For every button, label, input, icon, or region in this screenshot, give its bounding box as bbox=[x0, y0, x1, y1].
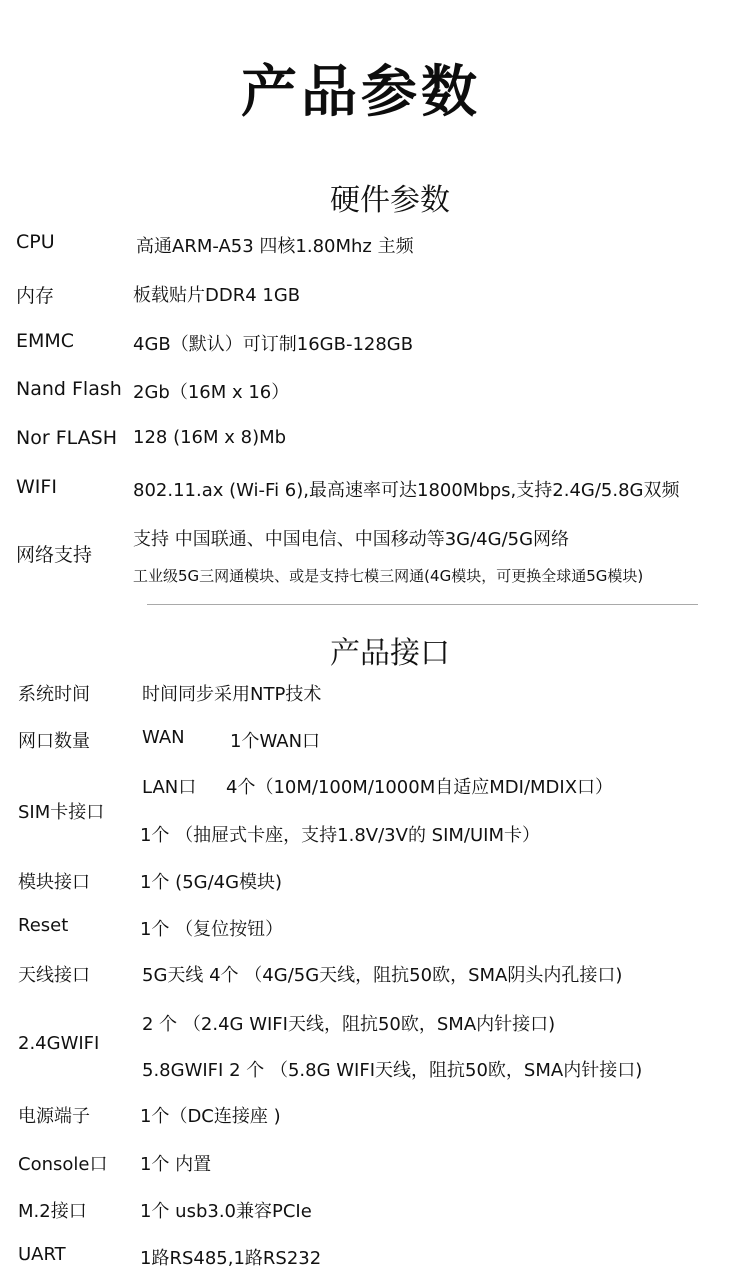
label-nand-flash: Nand Flash bbox=[16, 378, 122, 400]
label-console: Console口 bbox=[18, 1154, 108, 1175]
label-memory: 内存 bbox=[16, 285, 55, 307]
value-network-support: 支持 中国联通、中国电信、中国移动等3G/4G/5G网络 bbox=[133, 529, 570, 550]
value-wifi: 802.11.ax (Wi-Fi 6),最高速率可达1800Mbps,支持2.4G/5.8G双频 bbox=[133, 480, 680, 501]
value-cpu: 高通ARM-A53 四核1.80Mhz 主频 bbox=[136, 236, 414, 257]
value-lan: LAN口 bbox=[142, 777, 197, 798]
label-cpu: CPU bbox=[16, 231, 55, 253]
value-system-time: 时间同步采用NTP技术 bbox=[142, 684, 322, 705]
label-system-time: 系统时间 bbox=[18, 684, 90, 705]
value-emmc: 4GB（默认）可订制16GB-128GB bbox=[133, 334, 414, 355]
label-antenna-port: 天线接口 bbox=[18, 965, 90, 986]
label-sim-port: SIM卡接口 bbox=[18, 802, 105, 823]
label-m2-port: M.2接口 bbox=[18, 1201, 87, 1222]
label-uart: UART bbox=[18, 1244, 66, 1265]
value-lan-count: 4个（10M/100M/1000M自适应MDI/MDIX口） bbox=[226, 777, 614, 798]
label-emmc: EMMC bbox=[16, 330, 75, 352]
value-console: 1个 内置 bbox=[140, 1154, 212, 1175]
label-network-support: 网络支持 bbox=[16, 544, 93, 566]
page-title: 产品参数 bbox=[241, 60, 481, 125]
label-wifi: WIFI bbox=[16, 476, 57, 498]
hardware-section-title: 硬件参数 bbox=[330, 183, 450, 218]
label-reset: Reset bbox=[18, 915, 69, 936]
value-module-port: 1个 (5G/4G模块) bbox=[140, 872, 283, 893]
value-wifi-24g: 2 个 （2.4G WIFI天线，阻抗50欧，SMA内针接口) bbox=[142, 1014, 556, 1035]
value-memory: 板载贴片DDR4 1GB bbox=[133, 285, 301, 306]
interfaces-section-title: 产品接口 bbox=[330, 636, 450, 671]
value-nand-flash: 2Gb（16M x 16） bbox=[133, 382, 290, 403]
value-reset: 1个 （复位按钮） bbox=[140, 919, 284, 940]
section-divider bbox=[147, 604, 698, 605]
value-sim: 1个 （抽屉式卡座，支持1.8V/3V的 SIM/UIM卡） bbox=[140, 825, 541, 846]
label-power-terminal: 电源端子 bbox=[18, 1106, 90, 1127]
value-power-terminal: 1个（DC连接座 ) bbox=[140, 1106, 281, 1127]
value-wan: WAN bbox=[142, 727, 185, 748]
label-24gwifi: 2.4GWIFI bbox=[18, 1033, 100, 1054]
value-wifi-58g: 5.8GWIFI 2 个 （5.8G WIFI天线，阻抗50欧，SMA内针接口) bbox=[142, 1060, 643, 1081]
value-uart: 1路RS485,1路RS232 bbox=[140, 1248, 322, 1269]
label-port-count: 网口数量 bbox=[18, 731, 90, 752]
value-wan-count: 1个WAN口 bbox=[230, 731, 321, 752]
value-nor-flash: 128 (16M x 8)Mb bbox=[133, 427, 287, 448]
value-m2-port: 1个 usb3.0兼容PCIe bbox=[140, 1201, 312, 1222]
value-antenna-port: 5G天线 4个 （4G/5G天线，阻抗50欧，SMA阴头内孔接口) bbox=[142, 965, 623, 986]
value-network-module: 工业级5G三网通模块、或是支持七模三网通(4G模块，可更换全球通5G模块) bbox=[133, 567, 644, 585]
label-nor-flash: Nor FLASH bbox=[16, 427, 117, 449]
label-module-port: 模块接口 bbox=[18, 872, 90, 893]
